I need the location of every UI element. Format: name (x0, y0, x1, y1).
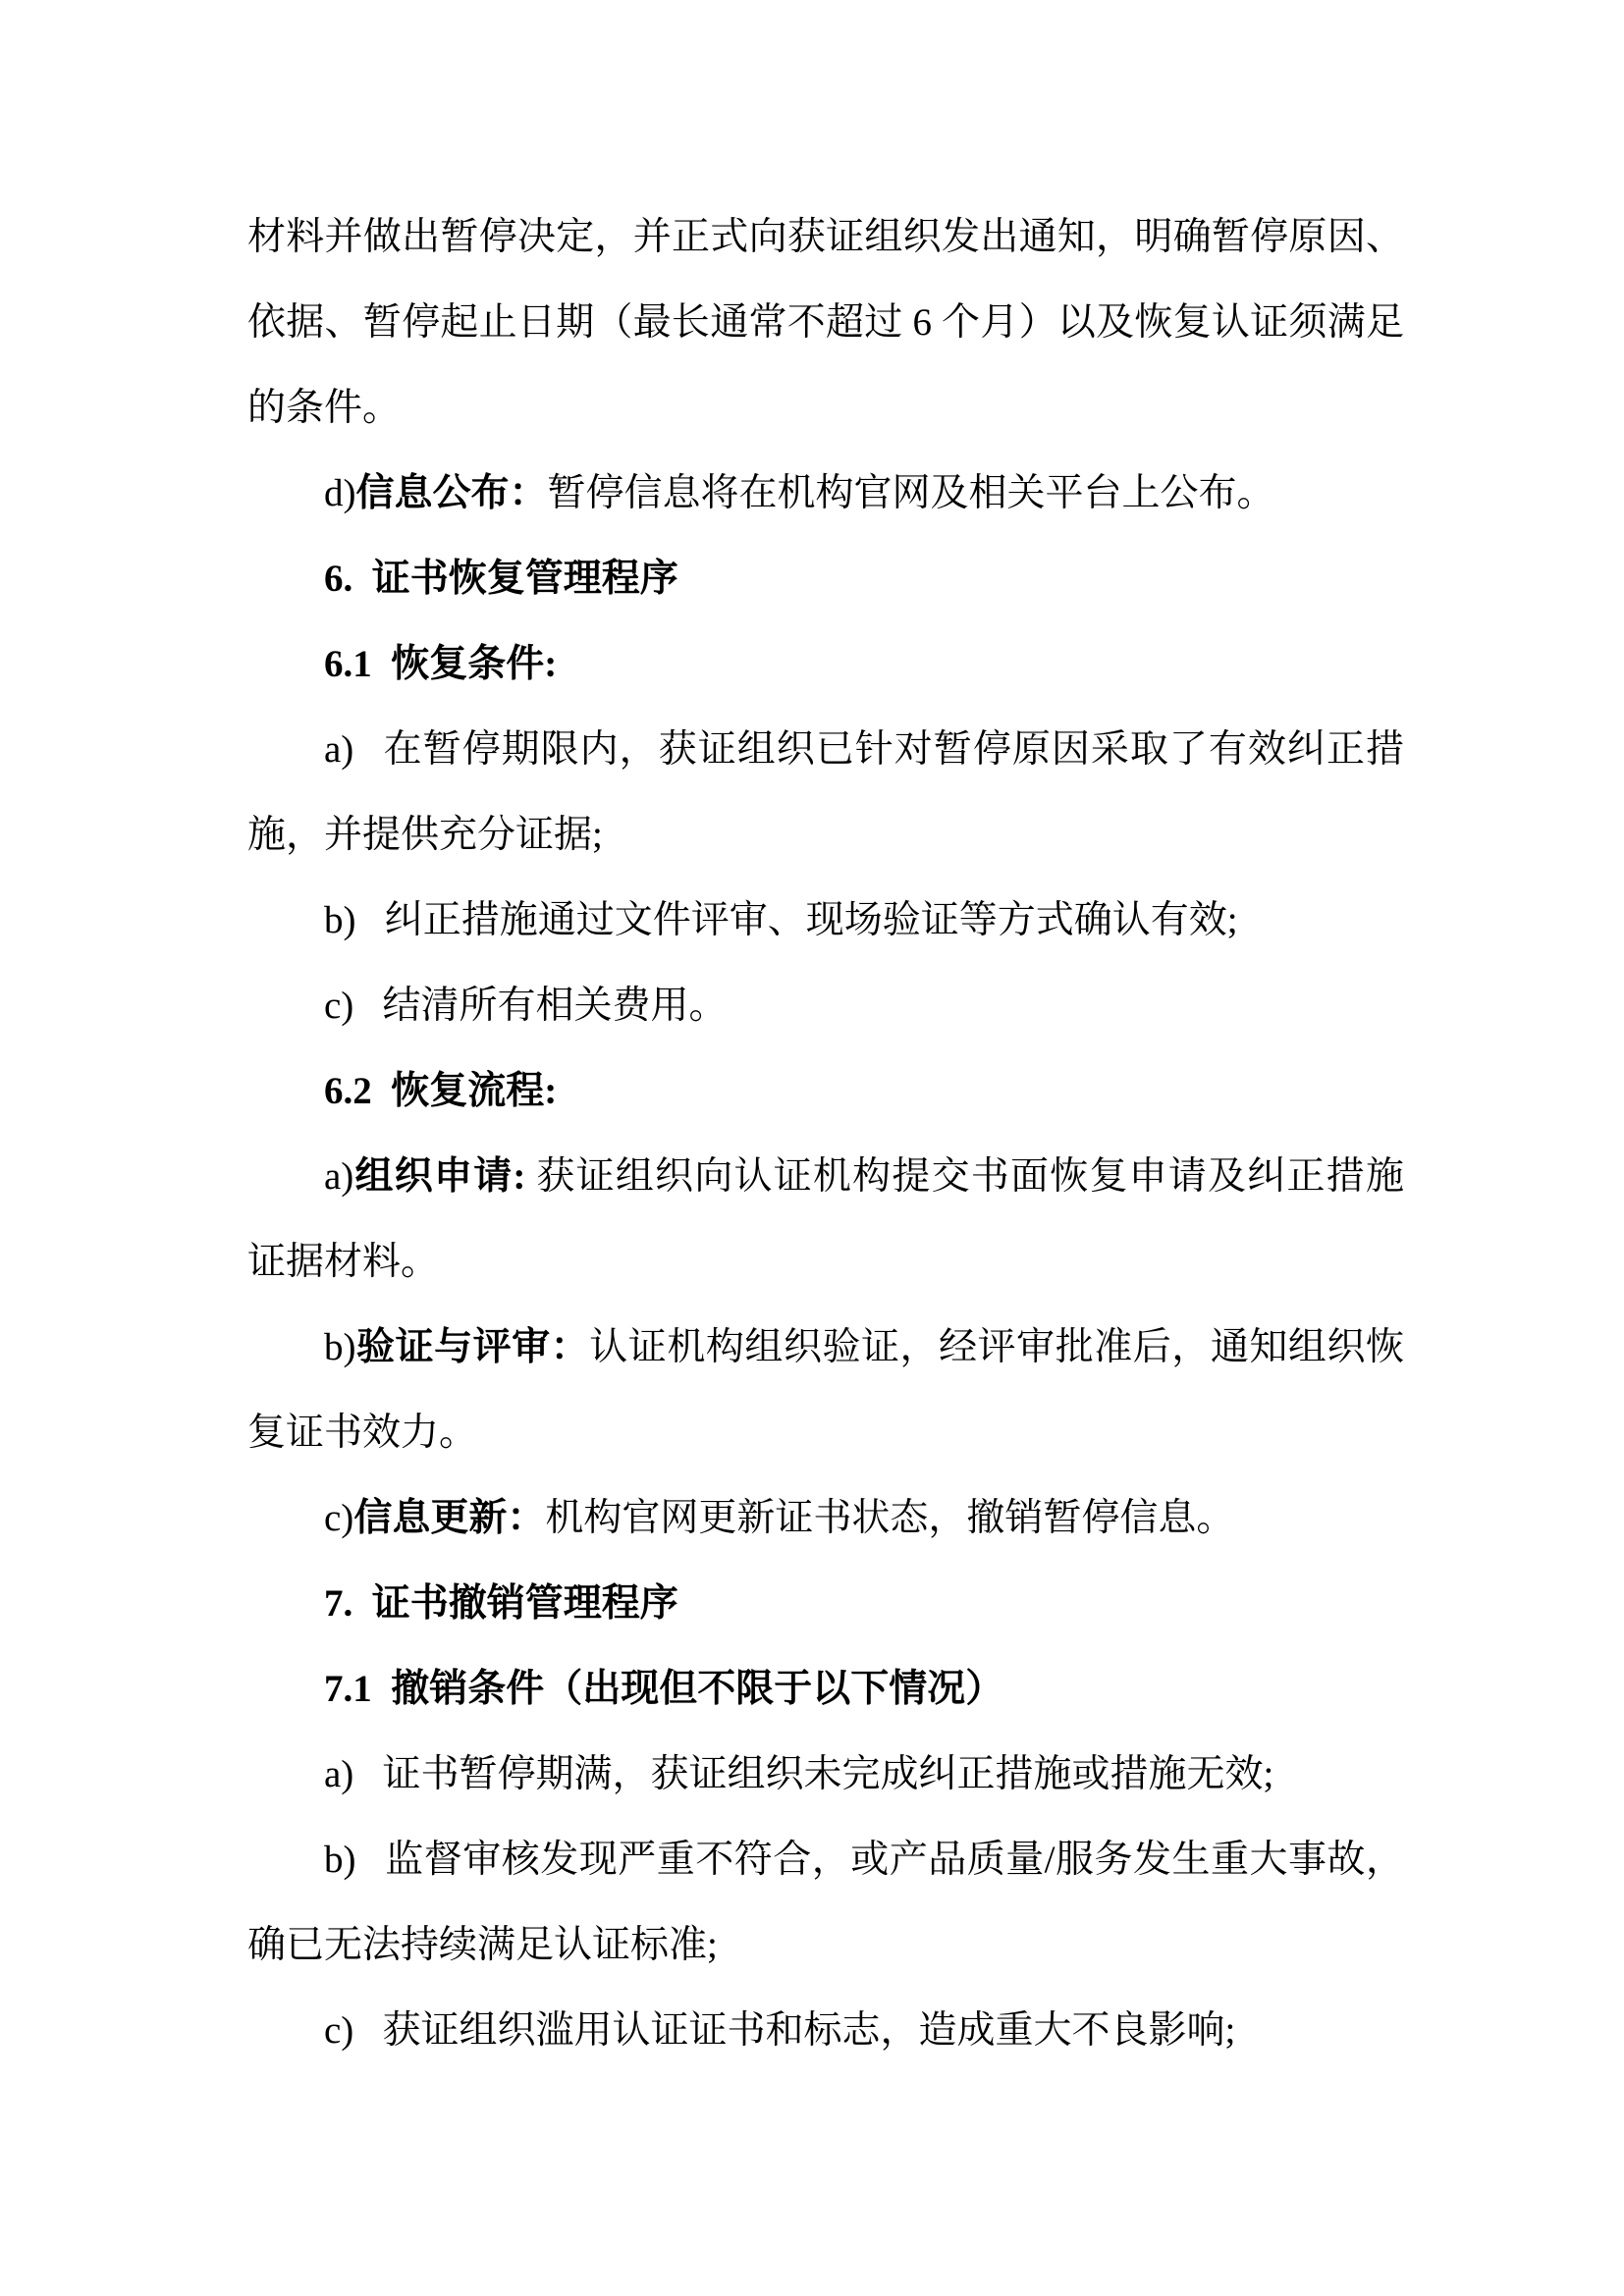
document-body (247, 194, 1404, 2073)
document-page (247, 194, 1404, 2073)
text-run: 材料并做出暂停决定，并正式向获证组织发出通知，明确暂停原因、 (247, 216, 1404, 258)
item-d-information-publication (247, 451, 1404, 536)
item-c-revocation-condition (247, 1988, 1404, 2073)
text-run: a) 证书暂停期满，获证组织未完成纠正措施或措施无效; (324, 1753, 1274, 1795)
text-run: a) (324, 1155, 354, 1198)
text-run: 获证组织向认证机构提交书面恢复申请及纠正措施 (525, 1155, 1404, 1198)
item-b-recovery-condition (247, 878, 1404, 963)
heading-6-2-recovery-process (247, 1048, 1404, 1134)
item-b-verification-review-line-1 (247, 1305, 1404, 1390)
text-run: 证据材料。 (247, 1241, 440, 1283)
item-a-recovery-condition-line-1 (247, 707, 1404, 792)
text-run: b) 监督审核发现严重不符合，或产品质量/服务发生重大事故， (324, 1839, 1404, 1881)
heading-section-6 (247, 536, 1404, 621)
text-run: 施，并提供充分证据; (247, 814, 603, 856)
text-run: 机构官网更新证书状态，撤销暂停信息。 (545, 1497, 1235, 1539)
text-run: d) (324, 472, 356, 514)
bold-text-run: 7.1 撤销条件（出现但不限于以下情况） (324, 1668, 1004, 1710)
item-b-revocation-condition-line-2 (247, 1902, 1404, 1988)
text-run: c) 获证组织滥用认证证书和标志，造成重大不良影响; (324, 2009, 1236, 2052)
text-run: c) 结清所有相关费用。 (324, 985, 728, 1027)
paragraph-suspension-decision-line-3 (247, 365, 1404, 451)
heading-6-1-recovery-conditions (247, 621, 1404, 707)
text-run: 复证书效力。 (247, 1412, 478, 1454)
bold-text-run: 组织申请: (353, 1155, 526, 1198)
text-run: 依据、暂停起止日期（最长通常不超过 6 个月）以及恢复认证须满足 (247, 301, 1404, 344)
text-run: 认证机构组织验证，经评审批准后，通知组织恢 (589, 1326, 1404, 1368)
bold-text-run: 7. 证书撤销管理程序 (324, 1582, 678, 1625)
paragraph-suspension-decision-line-2 (247, 280, 1404, 365)
text-run: 暂停信息将在机构官网及相关平台上公布。 (547, 472, 1275, 514)
bold-text-run: 验证与评审： (355, 1326, 590, 1368)
heading-7-1-revocation-conditions (247, 1646, 1404, 1732)
item-a-organization-application-line-1 (247, 1134, 1404, 1219)
item-a-revocation-condition (247, 1732, 1404, 1817)
text-run: 确已无法持续满足认证标准; (247, 1924, 718, 1966)
bold-text-run: 6.2 恢复流程: (324, 1070, 558, 1112)
item-a-recovery-condition-line-2 (247, 792, 1404, 878)
paragraph-suspension-decision-line-1 (247, 194, 1404, 280)
text-run: b) 纠正措施通过文件评审、现场验证等方式确认有效; (324, 899, 1238, 941)
item-b-verification-review-line-2 (247, 1390, 1404, 1475)
item-a-organization-application-line-2 (247, 1219, 1404, 1305)
item-b-revocation-condition-line-1 (247, 1817, 1404, 1902)
text-run: 的条件。 (247, 387, 402, 429)
heading-section-7 (247, 1561, 1404, 1646)
text-run: b) (324, 1326, 356, 1368)
text-run: a) 在暂停期限内，获证组织已针对暂停原因采取了有效纠正措 (324, 728, 1404, 771)
bold-text-run: 信息更新： (353, 1497, 546, 1539)
bold-text-run: 信息公布： (355, 472, 548, 514)
text-run: c) (324, 1497, 354, 1539)
item-c-information-update (247, 1475, 1404, 1561)
item-c-recovery-condition (247, 963, 1404, 1048)
bold-text-run: 6. 证书恢复管理程序 (324, 558, 678, 600)
bold-text-run: 6.1 恢复条件: (324, 643, 558, 685)
